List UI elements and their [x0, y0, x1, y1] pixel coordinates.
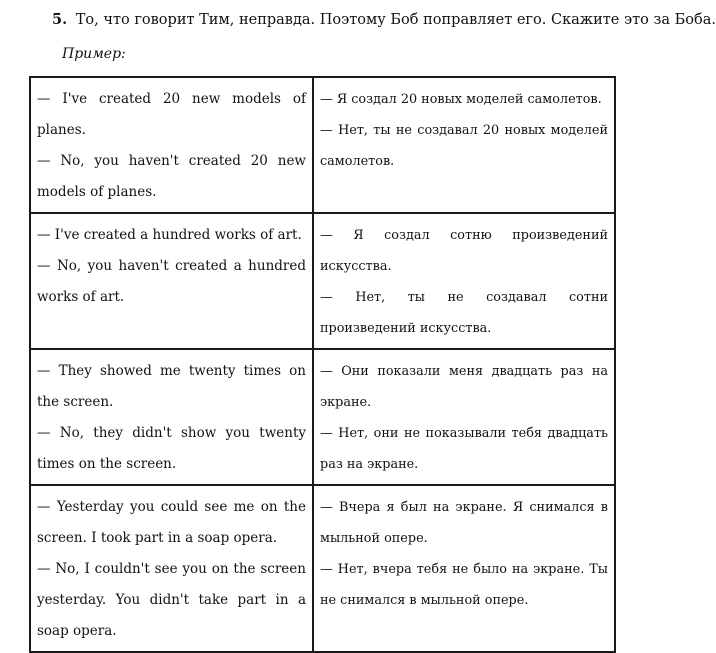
task-number: 5. — [52, 11, 68, 28]
russian-cell — [313, 485, 615, 652]
russian-correction: — Нет, ты не создавал 20 новых моделей самолетов. — [320, 123, 608, 169]
table-row — [30, 77, 615, 213]
table-row — [30, 485, 615, 652]
english-correction: — No, I couldn't see you on the screen yesterday. You didn't take part in a soap opera. — [37, 561, 306, 639]
english-statement: — I've created 20 new models of planes. — [37, 91, 306, 138]
english-statement: — Yesterday you could see me on the screen. I took part in a soap opera. — [37, 499, 306, 546]
english-statement: — I've created a hundred works of art. — [37, 227, 302, 243]
task-text: То, что говорит Тим, неправда. Поэтому Боб поправляет его. Скажите это за Боба. — [75, 12, 716, 28]
russian-statement: — Я создал сотню произведений искусства. — [320, 228, 608, 274]
russian-cell — [313, 349, 615, 485]
english-statement: — They showed me twenty times on the screen. — [37, 363, 306, 410]
task-instruction — [52, 10, 716, 30]
exercise-table — [29, 76, 616, 653]
english-cell — [30, 77, 313, 213]
russian-statement: — Они показали меня двадцать раз на экране. — [320, 364, 608, 410]
english-cell — [30, 349, 313, 485]
russian-cell — [313, 213, 615, 349]
english-correction: — No, you haven't created 20 new models of planes. — [37, 153, 306, 200]
russian-cell — [313, 77, 615, 213]
english-cell — [30, 485, 313, 652]
russian-statement: — Вчера я был на экране. Я снимался в мыльной опере. — [320, 500, 608, 546]
russian-correction: — Нет, ты не создавал сотни произведений искусства. — [320, 290, 608, 336]
russian-correction: — Нет, вчера тебя не было на экране. Ты не снимался в мыльной опере. — [320, 562, 608, 608]
russian-correction: — Нет, они не показывали тебя двадцать раз на экране. — [320, 426, 608, 472]
example-label: Пример: — [62, 46, 126, 62]
english-cell — [30, 213, 313, 349]
table-row — [30, 213, 615, 349]
english-correction: — No, you haven't created a hundred works of art. — [37, 258, 306, 305]
english-correction: — No, they didn't show you twenty times on the screen. — [37, 425, 306, 472]
table-row — [30, 349, 615, 485]
russian-statement: — Я создал 20 новых моделей самолетов. — [320, 92, 602, 107]
